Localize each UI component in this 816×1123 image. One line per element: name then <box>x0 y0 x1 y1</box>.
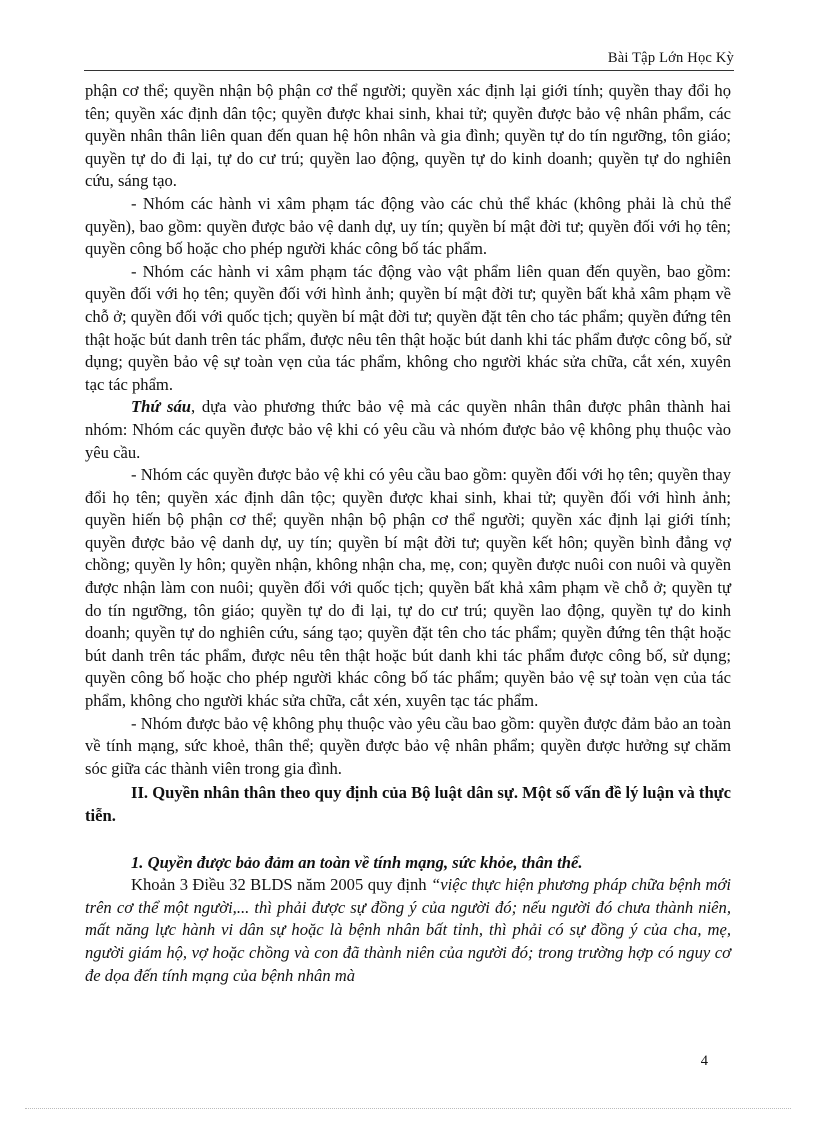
paragraph-4-lead: Thứ sáu <box>131 397 192 417</box>
paragraph-7 <box>85 874 731 987</box>
page-boundary <box>25 1108 791 1109</box>
section-heading: II. Quyền nhân thân theo quy định của Bộ luật dân sự. Một số vấn đề lý luận và thực tiễn. <box>85 783 731 825</box>
paragraph-4-text: , dựa vào phương thức bảo vệ mà các quyền nhân thân được phân thành hai nhóm: Nhóm các quyền được bảo vệ khi có yêu cầu và nhóm được bảo vệ không phụ thuộc vào yêu cầu. <box>85 397 731 462</box>
paragraph-3: - Nhóm các hành vi xâm phạm tác động vào vật phẩm liên quan đến quyền, bao gồm: quyền đối với họ tên; quyền đối với hình ảnh; quyền bí mật đời tư; quyền bất khả xâm phạm về chỗ ở; quyền đối với quốc tịch; quyền bí mật đời tư; quyền đặt tên cho tác phẩm; quyền đứng tên thật hoặc bút danh trên tác phẩm, được nêu tên thật hoặc bút danh khi tác phẩm được công bố, sử dụng; quyền bảo vệ sự toàn vẹn của tác phẩm, không cho người khác sửa chữa, cắt xén, xuyên tạc tác phẩm. <box>85 261 731 394</box>
paragraph-6: - Nhóm được bảo vệ không phụ thuộc vào yêu cầu bao gồm: quyền được đảm bảo an toàn về tính mạng, sức khoẻ, thân thể; quyền được bảo vệ nhân phẩm; quyền được hưởng sự chăm sóc giữa các thành viên trong gia đình. <box>85 713 731 778</box>
paragraph-7-quote: “việc thực hiện phương pháp chữa bệnh mới trên cơ thể một người,... thì phải được sự đồng ý của người đó; nếu người đó chưa thành niên, mất năng lực hành vi dân sự hoặc là bệnh nhân bất tỉnh, thì phải có sự đồng ý của cha, mẹ, người giám hộ, vợ hoặc chồng và con đã thành niên của người đó; trong trường hợp có nguy cơ đe dọa đến tính mạng của bệnh nhân mà <box>85 875 731 985</box>
paragraph-5: - Nhóm các quyền được bảo vệ khi có yêu cầu bao gồm: quyền đối với họ tên; quyền thay đổi họ tên; quyền xác định dân tộc; quyền được khai sinh, khai tử; quyền đối với hình ảnh; quyền hiến bộ phận cơ thể; quyền nhận bộ phận cơ thể người; quyền xác định lại giới tính; quyền được bảo vệ danh dự, uy tín; quyền bí mật đời tư; quyền kết hôn; quyền bình đẳng vợ chồng; quyền ly hôn; quyền nhận, không nhận cha, mẹ, con; quyền được nuôi con nuôi và quyền được nhận làm con nuôi; quyền đối với quốc tịch; quyền bất khả xâm phạm về chỗ ở; quyền tự do tín ngưỡng, tôn giáo; quyền tự do đi lại, tự do cư trú; quyền lao động, quyền tự do kinh doanh; quyền tự do nghiên cứu, sáng tạo; quyền đặt tên cho tác phẩm; quyền đứng tên thật hoặc bút danh trên tác phẩm, được nêu tên thật hoặc bút danh khi tác phẩm được công bố, sử dụng; quyền công bố hoặc cho phép người khác công bố tác phẩm; quyền bảo vệ sự toàn vẹn của tác phẩm, không cho người khác sửa chữa, cắt xén, xuyên tạc tác phẩm. <box>85 465 731 711</box>
paragraph-2: - Nhóm các hành vi xâm phạm tác động vào các chủ thể khác (không phải là chủ thể quyền), bao gồm: quyền được bảo vệ danh dự, uy tín; quyền bí mật đời tư; quyền đối với họ tên; quyền công bố hoặc cho phép người khác công bố tác phẩm. <box>85 193 731 259</box>
header-divider <box>84 70 734 71</box>
running-header: Bài Tập Lớn Học Kỳ <box>607 50 734 66</box>
page-number: 4 <box>700 1053 708 1069</box>
paragraph-7-text: Khoản 3 Điều 32 BLDS năm 2005 quy định <box>131 875 432 895</box>
document-body <box>85 80 731 987</box>
subsection-heading: 1. Quyền được bảo đảm an toàn về tính mạng, sức khỏe, thân thể. <box>131 852 583 872</box>
spacer <box>85 828 731 852</box>
paragraph-4 <box>85 396 731 464</box>
paragraph-1: phận cơ thể; quyền nhận bộ phận cơ thể người; quyền xác định lại giới tính; quyền thay đổi họ tên; quyền xác định dân tộc; quyền được khai sinh, khai tử; quyền được bảo vệ nhân phẩm, các quyền nhân thân liên quan đến quan hệ hôn nhân và gia đình; quyền tự do tín ngưỡng, tôn giáo; quyền tự do đi lại, tự do cư trú; quyền lao động, quyền tự do kinh doanh; quyền tự do nghiên cứu, sáng tạo. <box>85 81 731 191</box>
